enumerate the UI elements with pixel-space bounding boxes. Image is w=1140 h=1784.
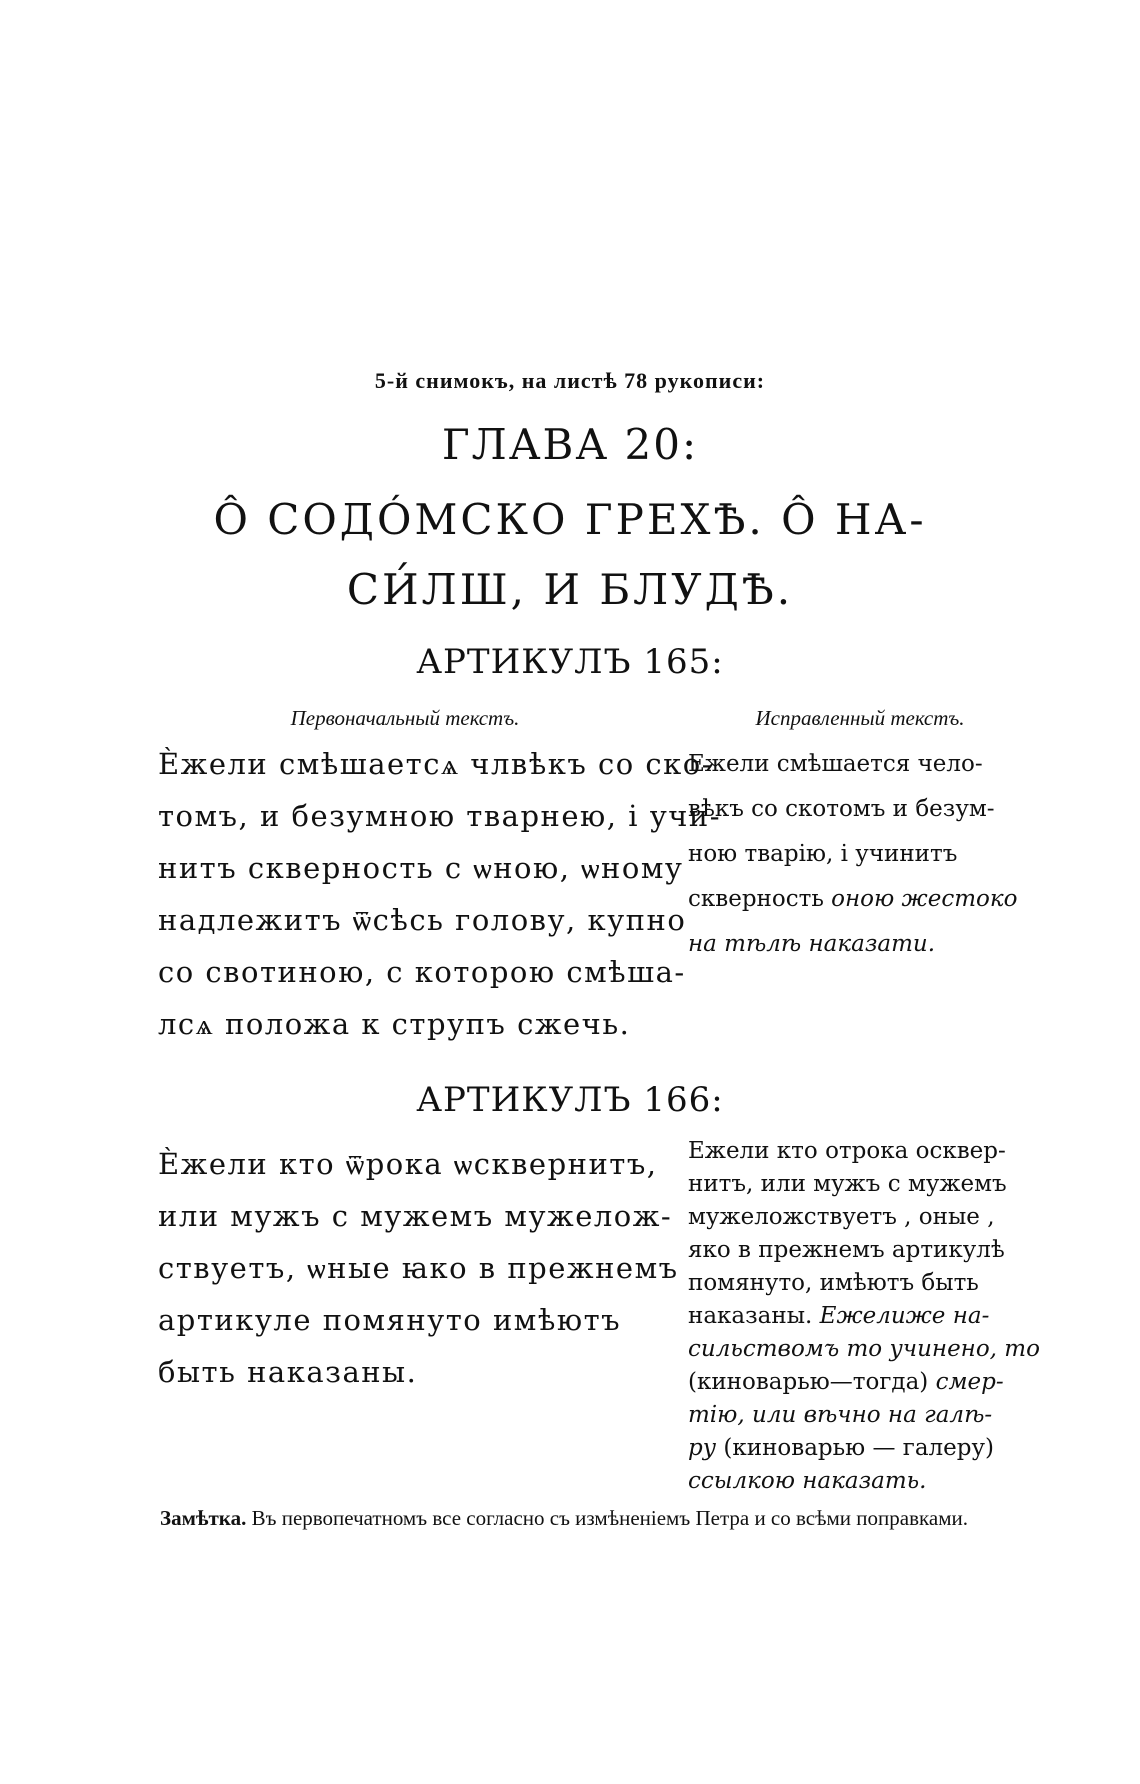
text-run: ною тварію, і учинитъ: [688, 841, 958, 867]
text-line: [688, 877, 1017, 922]
text-line: ствуетъ, ѡные ꙗко в прежнемъ: [158, 1251, 679, 1285]
text-run: (киноварью — галеру): [716, 1435, 995, 1461]
article-166-heading: АРТИКУЛЪ 166:: [416, 1080, 724, 1120]
original-text-column-heading: Первоначальный текстъ.: [290, 706, 520, 730]
text-line: [688, 742, 1017, 787]
revised-text-column-heading: Исправленный текстъ.: [755, 706, 965, 730]
text-line: [688, 1234, 1040, 1267]
article-166-revised-text: [688, 1135, 1040, 1498]
italic-text-run: ру: [688, 1435, 717, 1461]
italic-text-run: на тѣлѣ наказати.: [688, 931, 936, 957]
article-165-original-text: [158, 738, 721, 1050]
text-run: яко в прежнемъ артикулѣ: [688, 1237, 1005, 1263]
text-run: Ежели кто отрока осквер-: [688, 1138, 1006, 1164]
text-run: помянуто, имѣютъ быть: [688, 1270, 979, 1296]
italic-text-run: ссылкою наказать.: [688, 1468, 927, 1494]
text-line: лсѧ положа к струпъ сжечь.: [158, 1007, 631, 1041]
text-line: Ѐжели смѣшаетсѧ члвѣкъ со ско-: [158, 747, 714, 781]
text-line: [688, 1300, 1040, 1333]
article-166-original-text: [158, 1138, 679, 1398]
chapter-heading: ГЛАВА 20:: [441, 420, 699, 469]
text-line: Ѐжели кто ѿрока ѡсквернитъ,: [158, 1147, 658, 1181]
article-165-heading: АРТИКУЛЪ 165:: [416, 642, 724, 682]
italic-text-run: тію, или вѣчно на галѣ-: [688, 1402, 993, 1428]
text-run: скверность: [688, 886, 832, 912]
text-line: или мужъ с мужемъ мужелож-: [158, 1199, 673, 1233]
text-line: артикуле помянуто имѣютъ: [158, 1303, 622, 1337]
page-caption: 5-й снимокъ, на листѣ 78 рукописи:: [374, 368, 766, 393]
chapter-title-line-1: Ô СОДÓМСКО ГРЕХѢ. Ô НА-: [213, 495, 927, 544]
italic-text-run: Ежелиже на-: [819, 1303, 990, 1329]
text-run: нитъ, или мужъ с мужемъ: [688, 1171, 1007, 1197]
text-run: наказаны.: [688, 1303, 820, 1329]
text-line: [688, 1366, 1040, 1399]
text-line: [688, 832, 1017, 877]
text-line: [688, 1201, 1040, 1234]
footnote-text: Въ первопечатномъ все согласно съ измѣненіемъ Петра и со всѣми поправками.: [246, 1506, 968, 1530]
text-line: [688, 1465, 1040, 1498]
text-line: со свотиною, с которою смѣша-: [158, 955, 686, 989]
text-line: надлежитъ ѿсѣсь голову, купно: [158, 903, 687, 937]
italic-text-run: оною жестоко: [831, 886, 1018, 912]
text-line: [688, 787, 1017, 832]
italic-text-run: сильствомъ то учинено, то: [688, 1336, 1040, 1362]
text-run: вѣкъ со скотомъ и безум-: [688, 796, 995, 822]
text-line: томъ, и безумною тварнею, і учи-: [158, 799, 722, 833]
text-line: [688, 1267, 1040, 1300]
text-line: [688, 1333, 1040, 1366]
text-line: нитъ скверность с ѡною, ѡному: [158, 851, 684, 885]
text-run: мужеложствуетъ , оные ,: [688, 1204, 995, 1230]
article-165-revised-text: [688, 742, 1017, 967]
text-run: Ежели смѣшается чело-: [688, 751, 983, 777]
text-line: [688, 1399, 1040, 1432]
text-line: [688, 1135, 1040, 1168]
text-run: (киноварью—тогда): [688, 1369, 936, 1395]
text-line: [688, 1432, 1040, 1465]
text-line: [688, 1168, 1040, 1201]
footnote-label: Замѣтка.: [160, 1506, 247, 1530]
footnote: [160, 1502, 1030, 1534]
text-line: [688, 922, 1017, 967]
italic-text-run: смер-: [935, 1369, 1004, 1395]
text-line: быть наказаны.: [158, 1355, 418, 1389]
chapter-title-line-2: СИ́ЛШ, И БЛУДѢ.: [346, 565, 794, 614]
